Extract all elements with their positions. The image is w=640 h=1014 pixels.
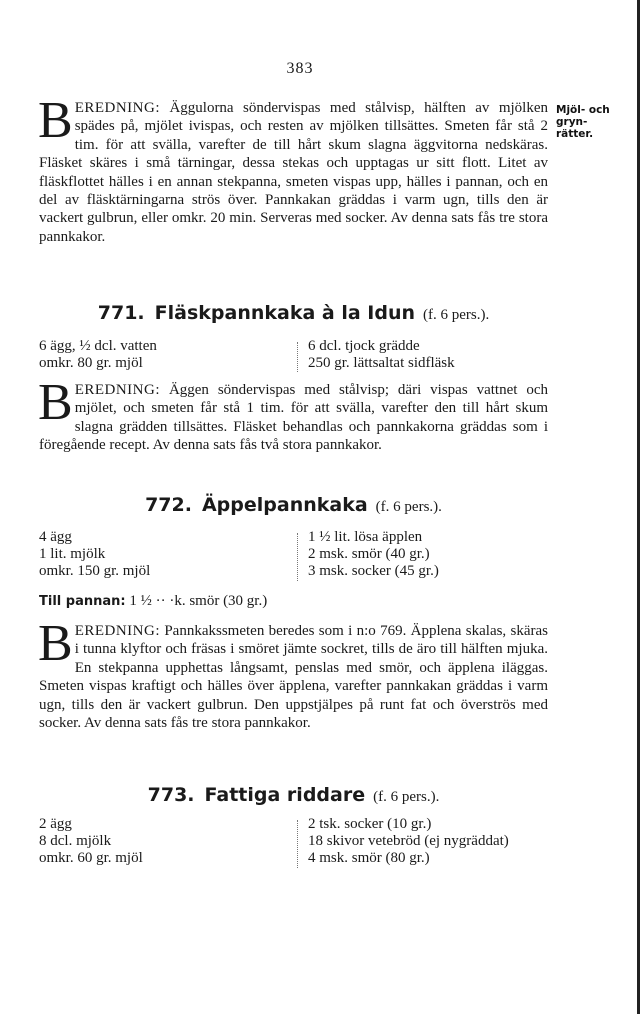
ingredients-list (39, 338, 548, 374)
ingredient: omkr. 60 gr. mjöl (39, 850, 143, 866)
column-divider (297, 342, 298, 372)
margin-note-line: gryn- (556, 116, 588, 128)
ingredient: 2 msk. smör (40 gr.) (308, 546, 430, 562)
ingredient: omkr. 80 gr. mjöl (39, 355, 143, 371)
margin-note (556, 104, 636, 140)
ingredient: 250 gr. lättsaltat sidfläsk (308, 355, 455, 371)
ingredient: 3 msk. socker (45 gr.) (308, 563, 439, 579)
recipe-servings: (f. 6 pers.). (373, 789, 440, 805)
ingredient: 6 dcl. tjock grädde (308, 338, 420, 354)
method-paragraph (38, 615, 548, 732)
margin-note-line: rätter. (556, 128, 594, 140)
ingredient: 4 ägg (39, 529, 72, 545)
ingredient: 6 ägg, ½ dcl. vatten (39, 338, 157, 354)
page-number: 383 (286, 60, 314, 77)
ingredients-right (308, 338, 558, 372)
recipe-number: 771. (97, 302, 145, 324)
pan-label: Till pannan: (39, 594, 126, 609)
ingredient: 2 ägg (39, 816, 72, 832)
ingredient: omkr. 150 gr. mjöl (39, 563, 151, 579)
recipe-heading (39, 784, 548, 806)
ingredients-left (39, 529, 279, 580)
recipe-title: Äppelpannkaka (201, 494, 368, 516)
dropcap: B (38, 374, 73, 431)
pan-ingredients (39, 593, 267, 610)
dropcap: B (38, 615, 73, 672)
paragraph-text: Äggulorna söndervispas med stålvisp, hälften av mjölken spädes på, mjölet ivispas, och resten av mjölken tillsättes. Smeten får stå 2 tim. för att svälla, varefter de till hårt skum slagna äggvitorna nedskäras. Fläsket skäres i små tärningar, dessa stekas och upptagas ur sitt flott. Litet av fläskflottet hälles i en annan stekpanna, smeten vispas upp, hälles i pannan, och en del av fläsktärningarna strös över. Pannkakan gräddas i varm ugn, tills den är vackert gulbrun, eller omkr. 20 min. Serveras med socker. Av denna sats fås tre stora pannkakor. (39, 100, 548, 245)
recipe-heading (39, 494, 548, 516)
paragraph-lead: EREDNING: (74, 623, 161, 639)
recipe-servings: (f. 6 pers.). (375, 499, 442, 515)
method-paragraph (38, 374, 548, 455)
ingredients-left (39, 816, 279, 867)
column-divider (297, 820, 298, 868)
ingredients-right (308, 529, 558, 580)
recipe-title: Fläskpannkaka à la Idun (154, 302, 416, 324)
paragraph-text: Pannkakssmeten beredes som i n:o 769. Äpplena skalas, skäras i tunna klyftor och fräsas i smöret jämte sockret, tills de äro till hälften mjuka. En stekpanna upphettas långsamt, penslas med smör, och äpplena iläggas. Smeten vispas kraftigt och hälles över äpplena, varefter pannkakan gräddas i varm ugn, tills den är vackert gulbrun. Den uppstjälpes på runt fat och överströs med socker. Av denna sats fås tre stora pannkakor. (39, 623, 548, 732)
pan-text: 1 ½ ·· ·k. smör (30 gr.) (125, 593, 268, 609)
recipe-servings: (f. 6 pers.). (423, 307, 490, 323)
ingredient: 8 dcl. mjölk (39, 833, 112, 849)
ingredients-list (39, 816, 548, 870)
ingredient: 2 tsk. socker (10 gr.) (308, 816, 432, 832)
ingredient: 1 lit. mjölk (39, 546, 106, 562)
ingredient: 18 skivor vetebröd (ej nygräddat) (308, 833, 509, 849)
ingredient: 4 msk. smör (80 gr.) (308, 850, 430, 866)
paragraph-lead: EREDNING: (74, 382, 161, 398)
ingredients-list (39, 529, 548, 583)
ingredient: 1 ½ lit. lösa äpplen (308, 529, 423, 545)
margin-note-line: Mjöl- och (556, 104, 610, 116)
dropcap: B (38, 92, 73, 149)
ingredients-left (39, 338, 279, 372)
paragraph-text: Äggen söndervispas med stålvisp; däri vispas vattnet och mjölet, och smeten får stå 1 tim. för att svälla, varefter den till hårt skum slagna grädden tillsättes. Fläsket behandlas och pannkakorna gräddas som i föregående recept. Av denna sats fås två stora pannkakor. (39, 382, 548, 454)
intro-paragraph (38, 92, 548, 246)
ingredients-right (308, 816, 558, 867)
recipe-number: 773. (147, 784, 195, 806)
recipe-heading (39, 302, 548, 324)
paragraph-lead: EREDNING: (74, 100, 161, 116)
column-divider (297, 533, 298, 581)
recipe-number: 772. (145, 494, 192, 516)
recipe-title: Fattiga riddare (204, 784, 366, 806)
